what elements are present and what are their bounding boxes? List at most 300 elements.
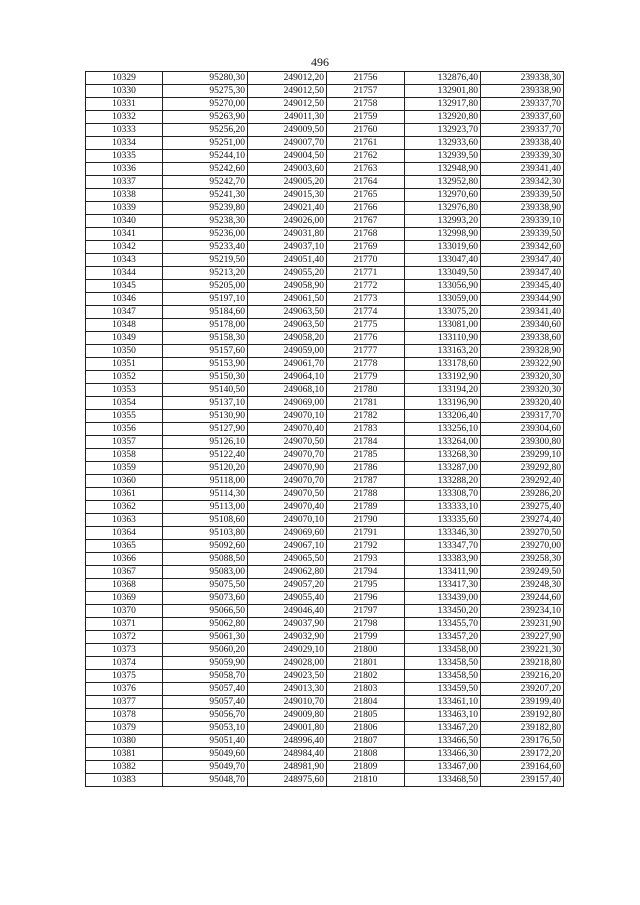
x-coordinate-cell: 95061,30	[163, 631, 248, 644]
y-coordinate-cell: 249063,50	[248, 306, 327, 319]
y-coordinate-cell: 249012,50	[248, 98, 327, 111]
table-row	[86, 631, 564, 644]
y-coordinate-2-cell: 239199,40	[481, 696, 564, 709]
point-number-2-cell: 21782	[327, 410, 405, 423]
point-number-2-cell: 21758	[327, 98, 405, 111]
y-coordinate-cell: 249070,90	[248, 462, 327, 475]
point-number-cell: 10344	[86, 267, 163, 280]
point-number-cell: 10331	[86, 98, 163, 111]
x-coordinate-cell: 95238,30	[163, 215, 248, 228]
table-row	[86, 176, 564, 189]
y-coordinate-cell: 249029,10	[248, 644, 327, 657]
table-row	[86, 449, 564, 462]
coordinates-table	[85, 71, 564, 787]
x-coordinate-2-cell: 133287,00	[405, 462, 481, 475]
point-number-2-cell: 21762	[327, 150, 405, 163]
table-row	[86, 527, 564, 540]
y-coordinate-2-cell: 239207,20	[481, 683, 564, 696]
point-number-2-cell: 21770	[327, 254, 405, 267]
x-coordinate-cell: 95127,90	[163, 423, 248, 436]
point-number-cell: 10376	[86, 683, 163, 696]
point-number-2-cell: 21789	[327, 501, 405, 514]
y-coordinate-cell: 248984,40	[248, 748, 327, 761]
y-coordinate-cell: 249007,70	[248, 137, 327, 150]
point-number-cell: 10370	[86, 605, 163, 618]
point-number-2-cell: 21759	[327, 111, 405, 124]
table-row	[86, 358, 564, 371]
y-coordinate-2-cell: 239320,30	[481, 384, 564, 397]
point-number-2-cell: 21805	[327, 709, 405, 722]
y-coordinate-cell: 249023,50	[248, 670, 327, 683]
y-coordinate-2-cell: 239227,90	[481, 631, 564, 644]
y-coordinate-cell: 249037,90	[248, 618, 327, 631]
x-coordinate-cell: 95114,30	[163, 488, 248, 501]
x-coordinate-2-cell: 132917,80	[405, 98, 481, 111]
x-coordinate-2-cell: 133081,00	[405, 319, 481, 332]
table-row	[86, 267, 564, 280]
x-coordinate-cell: 95256,20	[163, 124, 248, 137]
y-coordinate-cell: 249009,80	[248, 709, 327, 722]
x-coordinate-2-cell: 133457,20	[405, 631, 481, 644]
x-coordinate-cell: 95213,20	[163, 267, 248, 280]
y-coordinate-2-cell: 239182,80	[481, 722, 564, 735]
point-number-cell: 10329	[86, 72, 163, 85]
x-coordinate-cell: 95130,90	[163, 410, 248, 423]
x-coordinate-cell: 95075,50	[163, 579, 248, 592]
y-coordinate-2-cell: 239176,50	[481, 735, 564, 748]
x-coordinate-2-cell: 133333,10	[405, 501, 481, 514]
table-row	[86, 371, 564, 384]
x-coordinate-cell: 95178,00	[163, 319, 248, 332]
x-coordinate-2-cell: 133256,10	[405, 423, 481, 436]
point-number-2-cell: 21773	[327, 293, 405, 306]
x-coordinate-2-cell: 133439,00	[405, 592, 481, 605]
point-number-cell: 10372	[86, 631, 163, 644]
point-number-cell: 10334	[86, 137, 163, 150]
point-number-2-cell: 21774	[327, 306, 405, 319]
point-number-cell: 10330	[86, 85, 163, 98]
y-coordinate-2-cell: 239339,50	[481, 228, 564, 241]
point-number-2-cell: 21806	[327, 722, 405, 735]
x-coordinate-2-cell: 133178,60	[405, 358, 481, 371]
point-number-cell: 10369	[86, 592, 163, 605]
y-coordinate-2-cell: 239157,40	[481, 774, 564, 787]
point-number-2-cell: 21776	[327, 332, 405, 345]
y-coordinate-cell: 249070,40	[248, 423, 327, 436]
y-coordinate-cell: 249005,20	[248, 176, 327, 189]
y-coordinate-2-cell: 239317,70	[481, 410, 564, 423]
x-coordinate-cell: 95157,60	[163, 345, 248, 358]
point-number-cell: 10366	[86, 553, 163, 566]
point-number-2-cell: 21788	[327, 488, 405, 501]
table-row	[86, 722, 564, 735]
x-coordinate-cell: 95118,00	[163, 475, 248, 488]
table-row	[86, 410, 564, 423]
y-coordinate-cell: 249013,30	[248, 683, 327, 696]
x-coordinate-cell: 95049,70	[163, 761, 248, 774]
x-coordinate-cell: 95126,10	[163, 436, 248, 449]
x-coordinate-cell: 95239,80	[163, 202, 248, 215]
x-coordinate-2-cell: 133417,30	[405, 579, 481, 592]
table-row	[86, 85, 564, 98]
x-coordinate-2-cell: 132923,70	[405, 124, 481, 137]
table-row	[86, 241, 564, 254]
table-row	[86, 579, 564, 592]
table-row	[86, 423, 564, 436]
y-coordinate-2-cell: 239320,40	[481, 397, 564, 410]
point-number-2-cell: 21772	[327, 280, 405, 293]
x-coordinate-cell: 95280,30	[163, 72, 248, 85]
point-number-2-cell: 21787	[327, 475, 405, 488]
x-coordinate-2-cell: 133335,60	[405, 514, 481, 527]
point-number-cell: 10371	[86, 618, 163, 631]
y-coordinate-cell: 249063,50	[248, 319, 327, 332]
point-number-2-cell: 21761	[327, 137, 405, 150]
x-coordinate-2-cell: 132939,50	[405, 150, 481, 163]
y-coordinate-2-cell: 239338,90	[481, 85, 564, 98]
point-number-2-cell: 21777	[327, 345, 405, 358]
x-coordinate-2-cell: 133458,00	[405, 644, 481, 657]
x-coordinate-2-cell: 133196,90	[405, 397, 481, 410]
table-row	[86, 696, 564, 709]
point-number-2-cell: 21794	[327, 566, 405, 579]
point-number-2-cell: 21807	[327, 735, 405, 748]
y-coordinate-cell: 249001,80	[248, 722, 327, 735]
y-coordinate-cell: 249067,10	[248, 540, 327, 553]
table-row	[86, 761, 564, 774]
point-number-cell: 10383	[86, 774, 163, 787]
point-number-2-cell: 21810	[327, 774, 405, 787]
point-number-2-cell: 21756	[327, 72, 405, 85]
y-coordinate-2-cell: 239344,90	[481, 293, 564, 306]
y-coordinate-cell: 249058,20	[248, 332, 327, 345]
point-number-2-cell: 21802	[327, 670, 405, 683]
point-number-cell: 10380	[86, 735, 163, 748]
y-coordinate-2-cell: 239300,80	[481, 436, 564, 449]
y-coordinate-cell: 249015,30	[248, 189, 327, 202]
x-coordinate-2-cell: 133463,10	[405, 709, 481, 722]
x-coordinate-cell: 95242,70	[163, 176, 248, 189]
x-coordinate-cell: 95073,60	[163, 592, 248, 605]
y-coordinate-cell: 249021,40	[248, 202, 327, 215]
x-coordinate-cell: 95057,40	[163, 696, 248, 709]
y-coordinate-cell: 249032,90	[248, 631, 327, 644]
y-coordinate-2-cell: 239258,30	[481, 553, 564, 566]
point-number-2-cell: 21767	[327, 215, 405, 228]
x-coordinate-2-cell: 133308,70	[405, 488, 481, 501]
y-coordinate-2-cell: 239274,40	[481, 514, 564, 527]
x-coordinate-cell: 95122,40	[163, 449, 248, 462]
y-coordinate-cell: 249012,50	[248, 85, 327, 98]
table-row	[86, 150, 564, 163]
point-number-cell: 10347	[86, 306, 163, 319]
y-coordinate-cell: 249061,70	[248, 358, 327, 371]
point-number-cell: 10382	[86, 761, 163, 774]
table-row	[86, 254, 564, 267]
x-coordinate-2-cell: 132948,90	[405, 163, 481, 176]
point-number-2-cell: 21775	[327, 319, 405, 332]
point-number-2-cell: 21765	[327, 189, 405, 202]
y-coordinate-2-cell: 239347,40	[481, 254, 564, 267]
point-number-2-cell: 21785	[327, 449, 405, 462]
point-number-2-cell: 21779	[327, 371, 405, 384]
x-coordinate-2-cell: 133347,70	[405, 540, 481, 553]
point-number-2-cell: 21784	[327, 436, 405, 449]
x-coordinate-2-cell: 133110,90	[405, 332, 481, 345]
x-coordinate-cell: 95057,40	[163, 683, 248, 696]
point-number-cell: 10340	[86, 215, 163, 228]
x-coordinate-cell: 95205,00	[163, 280, 248, 293]
y-coordinate-2-cell: 239328,90	[481, 345, 564, 358]
y-coordinate-2-cell: 239270,50	[481, 527, 564, 540]
x-coordinate-cell: 95048,70	[163, 774, 248, 787]
table-row	[86, 592, 564, 605]
table-row	[86, 319, 564, 332]
point-number-cell: 10343	[86, 254, 163, 267]
x-coordinate-cell: 95219,50	[163, 254, 248, 267]
y-coordinate-2-cell: 239270,00	[481, 540, 564, 553]
x-coordinate-cell: 95060,20	[163, 644, 248, 657]
point-number-2-cell: 21800	[327, 644, 405, 657]
table-row	[86, 384, 564, 397]
y-coordinate-2-cell: 239192,80	[481, 709, 564, 722]
y-coordinate-cell: 249070,10	[248, 410, 327, 423]
point-number-cell: 10364	[86, 527, 163, 540]
y-coordinate-cell: 249031,80	[248, 228, 327, 241]
x-coordinate-2-cell: 132901,80	[405, 85, 481, 98]
table-row	[86, 124, 564, 137]
y-coordinate-cell: 249046,40	[248, 605, 327, 618]
point-number-cell: 10351	[86, 358, 163, 371]
table-row	[86, 514, 564, 527]
y-coordinate-2-cell: 239248,30	[481, 579, 564, 592]
point-number-cell: 10374	[86, 657, 163, 670]
y-coordinate-cell: 249026,00	[248, 215, 327, 228]
point-number-2-cell: 21764	[327, 176, 405, 189]
x-coordinate-cell: 95103,80	[163, 527, 248, 540]
x-coordinate-2-cell: 133075,20	[405, 306, 481, 319]
point-number-cell: 10379	[86, 722, 163, 735]
x-coordinate-2-cell: 132976,80	[405, 202, 481, 215]
table-row	[86, 280, 564, 293]
table-row	[86, 670, 564, 683]
table-row	[86, 397, 564, 410]
table-row	[86, 345, 564, 358]
y-coordinate-2-cell: 239322,90	[481, 358, 564, 371]
point-number-cell: 10335	[86, 150, 163, 163]
point-number-2-cell: 21801	[327, 657, 405, 670]
x-coordinate-cell: 95270,00	[163, 98, 248, 111]
point-number-cell: 10350	[86, 345, 163, 358]
point-number-cell: 10357	[86, 436, 163, 449]
y-coordinate-cell: 249070,40	[248, 501, 327, 514]
x-coordinate-cell: 95088,50	[163, 553, 248, 566]
y-coordinate-cell: 249009,50	[248, 124, 327, 137]
point-number-2-cell: 21778	[327, 358, 405, 371]
table-row	[86, 202, 564, 215]
y-coordinate-cell: 249068,10	[248, 384, 327, 397]
table-row	[86, 774, 564, 787]
table-row	[86, 111, 564, 124]
x-coordinate-cell: 95140,50	[163, 384, 248, 397]
point-number-2-cell: 21797	[327, 605, 405, 618]
table-row	[86, 332, 564, 345]
point-number-cell: 10336	[86, 163, 163, 176]
point-number-cell: 10332	[86, 111, 163, 124]
y-coordinate-2-cell: 239339,30	[481, 150, 564, 163]
y-coordinate-2-cell: 239347,40	[481, 267, 564, 280]
y-coordinate-2-cell: 239341,40	[481, 306, 564, 319]
y-coordinate-cell: 249057,20	[248, 579, 327, 592]
y-coordinate-2-cell: 239339,10	[481, 215, 564, 228]
table-row	[86, 228, 564, 241]
x-coordinate-2-cell: 133163,20	[405, 345, 481, 358]
y-coordinate-cell: 249055,20	[248, 267, 327, 280]
table-row	[86, 644, 564, 657]
table-row	[86, 488, 564, 501]
x-coordinate-cell: 95137,10	[163, 397, 248, 410]
y-coordinate-cell: 248975,60	[248, 774, 327, 787]
table-row	[86, 566, 564, 579]
x-coordinate-cell: 95059,90	[163, 657, 248, 670]
y-coordinate-2-cell: 239342,30	[481, 176, 564, 189]
point-number-cell: 10367	[86, 566, 163, 579]
point-number-cell: 10333	[86, 124, 163, 137]
x-coordinate-2-cell: 132933,60	[405, 137, 481, 150]
y-coordinate-2-cell: 239218,80	[481, 657, 564, 670]
point-number-cell: 10338	[86, 189, 163, 202]
table-row	[86, 215, 564, 228]
y-coordinate-cell: 249070,70	[248, 475, 327, 488]
point-number-2-cell: 21796	[327, 592, 405, 605]
y-coordinate-cell: 249070,50	[248, 436, 327, 449]
table-row	[86, 72, 564, 85]
x-coordinate-cell: 95150,30	[163, 371, 248, 384]
point-number-cell: 10354	[86, 397, 163, 410]
x-coordinate-cell: 95251,00	[163, 137, 248, 150]
x-coordinate-2-cell: 133466,50	[405, 735, 481, 748]
y-coordinate-cell: 249028,00	[248, 657, 327, 670]
y-coordinate-2-cell: 239320,30	[481, 371, 564, 384]
x-coordinate-cell: 95197,10	[163, 293, 248, 306]
point-number-2-cell: 21760	[327, 124, 405, 137]
point-number-2-cell: 21780	[327, 384, 405, 397]
x-coordinate-2-cell: 133459,50	[405, 683, 481, 696]
x-coordinate-2-cell: 133206,40	[405, 410, 481, 423]
x-coordinate-cell: 95244,10	[163, 150, 248, 163]
y-coordinate-cell: 248996,40	[248, 735, 327, 748]
x-coordinate-2-cell: 133450,20	[405, 605, 481, 618]
x-coordinate-2-cell: 133458,50	[405, 657, 481, 670]
table-row	[86, 436, 564, 449]
x-coordinate-cell: 95184,60	[163, 306, 248, 319]
y-coordinate-2-cell: 239221,30	[481, 644, 564, 657]
x-coordinate-2-cell: 133468,50	[405, 774, 481, 787]
x-coordinate-cell: 95233,40	[163, 241, 248, 254]
x-coordinate-2-cell: 133467,20	[405, 722, 481, 735]
y-coordinate-cell: 249061,50	[248, 293, 327, 306]
table-row	[86, 709, 564, 722]
y-coordinate-2-cell: 239164,60	[481, 761, 564, 774]
y-coordinate-cell: 249011,30	[248, 111, 327, 124]
x-coordinate-2-cell: 133059,00	[405, 293, 481, 306]
table-row	[86, 735, 564, 748]
y-coordinate-cell: 249010,70	[248, 696, 327, 709]
y-coordinate-2-cell: 239292,80	[481, 462, 564, 475]
y-coordinate-cell: 249069,60	[248, 527, 327, 540]
x-coordinate-cell: 95049,60	[163, 748, 248, 761]
point-number-2-cell: 21771	[327, 267, 405, 280]
page-number: 496	[311, 55, 329, 69]
point-number-2-cell: 21793	[327, 553, 405, 566]
y-coordinate-cell: 249012,20	[248, 72, 327, 85]
x-coordinate-2-cell: 133455,70	[405, 618, 481, 631]
x-coordinate-2-cell: 133056,90	[405, 280, 481, 293]
y-coordinate-2-cell: 239172,20	[481, 748, 564, 761]
x-coordinate-2-cell: 133194,20	[405, 384, 481, 397]
point-number-2-cell: 21809	[327, 761, 405, 774]
y-coordinate-2-cell: 239231,90	[481, 618, 564, 631]
x-coordinate-2-cell: 133264,00	[405, 436, 481, 449]
point-number-cell: 10373	[86, 644, 163, 657]
point-number-2-cell: 21803	[327, 683, 405, 696]
y-coordinate-2-cell: 239304,60	[481, 423, 564, 436]
y-coordinate-2-cell: 239249,50	[481, 566, 564, 579]
table-row	[86, 501, 564, 514]
y-coordinate-cell: 249055,40	[248, 592, 327, 605]
x-coordinate-cell: 95051,40	[163, 735, 248, 748]
point-number-2-cell: 21799	[327, 631, 405, 644]
x-coordinate-cell: 95092,60	[163, 540, 248, 553]
x-coordinate-cell: 95158,30	[163, 332, 248, 345]
y-coordinate-cell: 249070,70	[248, 449, 327, 462]
point-number-cell: 10365	[86, 540, 163, 553]
x-coordinate-cell: 95108,60	[163, 514, 248, 527]
point-number-cell: 10381	[86, 748, 163, 761]
x-coordinate-2-cell: 132998,90	[405, 228, 481, 241]
y-coordinate-cell: 249058,90	[248, 280, 327, 293]
y-coordinate-cell: 249070,10	[248, 514, 327, 527]
point-number-2-cell: 21792	[327, 540, 405, 553]
y-coordinate-2-cell: 239244,60	[481, 592, 564, 605]
point-number-cell: 10346	[86, 293, 163, 306]
x-coordinate-2-cell: 132970,60	[405, 189, 481, 202]
point-number-cell: 10339	[86, 202, 163, 215]
y-coordinate-cell: 249037,10	[248, 241, 327, 254]
x-coordinate-cell: 95236,00	[163, 228, 248, 241]
point-number-2-cell: 21808	[327, 748, 405, 761]
y-coordinate-cell: 249004,50	[248, 150, 327, 163]
table-row	[86, 683, 564, 696]
table-row	[86, 137, 564, 150]
y-coordinate-2-cell: 239338,40	[481, 137, 564, 150]
table-row	[86, 540, 564, 553]
table-row	[86, 657, 564, 670]
y-coordinate-cell: 249064,10	[248, 371, 327, 384]
point-number-2-cell: 21768	[327, 228, 405, 241]
point-number-2-cell: 21769	[327, 241, 405, 254]
point-number-2-cell: 21791	[327, 527, 405, 540]
table-row	[86, 462, 564, 475]
point-number-cell: 10360	[86, 475, 163, 488]
x-coordinate-2-cell: 133192,90	[405, 371, 481, 384]
point-number-cell: 10349	[86, 332, 163, 345]
x-coordinate-cell: 95062,80	[163, 618, 248, 631]
x-coordinate-cell: 95263,90	[163, 111, 248, 124]
x-coordinate-cell: 95120,20	[163, 462, 248, 475]
point-number-2-cell: 21804	[327, 696, 405, 709]
x-coordinate-cell: 95242,60	[163, 163, 248, 176]
